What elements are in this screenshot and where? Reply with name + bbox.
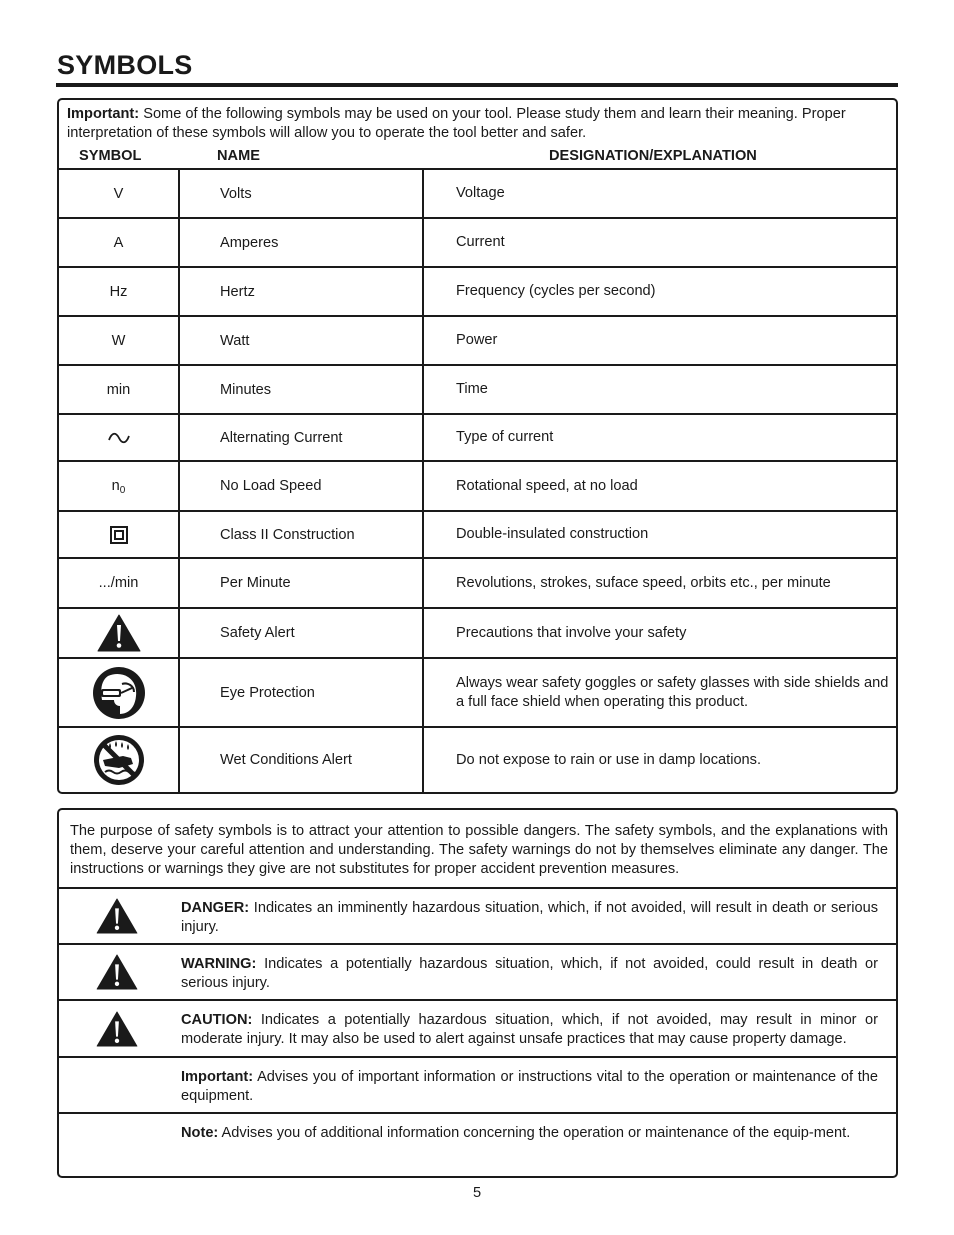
note-label: Note: (181, 1125, 219, 1141)
symbol-name: Class II Construction (180, 512, 424, 557)
warning-text: Indicates a potentially hazardous situation, which, if not avoided, could result in death or serious injury. (181, 956, 878, 991)
symbol-name: No Load Speed (180, 462, 424, 510)
symbol-name: Per Minute (180, 559, 424, 607)
signal-row-warning (59, 943, 896, 999)
symbol-text: A (113, 234, 124, 251)
header-name: NAME (217, 148, 260, 164)
table-row (59, 266, 896, 315)
warning-label: WARNING: (181, 956, 257, 972)
symbol-name: Volts (180, 170, 424, 217)
safety-symbols-intro: The purpose of safety symbols is to attract your attention to possible dangers. The safety symbols, and the explanations with them, deserve your careful attention and understanding. The safety warnings do not by themselves eliminate any danger. The instructions or warnings they give are not substitutes for proper accident prevention measures. (70, 823, 888, 877)
symbol-name: Watt (180, 317, 424, 364)
table-row (59, 460, 896, 510)
important-label: Important: (181, 1069, 254, 1085)
table-row (59, 510, 896, 557)
symbol-explanation: Rotational speed, at no load (456, 477, 638, 494)
caution-alert-icon (96, 1011, 138, 1047)
symbol-name: Wet Conditions Alert (180, 728, 424, 792)
intro-important-label: Important: (67, 106, 140, 122)
symbols-intro (67, 105, 892, 143)
note-text: Advises you of additional information concerning the operation or maintenance of the equip-ment. (218, 1125, 851, 1141)
table-row (59, 315, 896, 364)
header-symbol: SYMBOL (79, 148, 142, 164)
symbol-text: W (111, 332, 126, 349)
signal-row-important (59, 1056, 896, 1112)
table-row (59, 607, 896, 657)
signal-row-danger (59, 887, 896, 943)
symbol-explanation: Power (456, 332, 498, 348)
eye-protection-icon (92, 666, 146, 720)
signal-words-box (57, 808, 898, 1178)
symbol-explanation: Double-insulated construction (456, 526, 649, 542)
symbol-explanation: Voltage (456, 185, 505, 201)
symbol-explanation: Frequency (cycles per second) (456, 283, 656, 299)
symbol-explanation: Precautions that involve your safety (456, 624, 687, 641)
table-row (59, 168, 896, 217)
class-ii-square-icon (110, 526, 128, 544)
intro-text: Some of the following symbols may be used on your tool. Please study them and learn their meaning. Proper interpretation of these symbols will allow you to operate the tool better and safer. (67, 106, 846, 141)
symbol-explanation: Revolutions, strokes, suface speed, orbits etc., per minute (456, 574, 831, 591)
page-number: 5 (472, 1185, 482, 1201)
symbol-text: V (113, 185, 124, 202)
symbol-name: Hertz (180, 268, 424, 315)
safety-alert-icon (97, 614, 141, 652)
symbol-explanation: Do not expose to rain or use in damp locations. (456, 751, 762, 768)
wet-conditions-icon (93, 734, 145, 786)
signal-row-note (59, 1112, 896, 1178)
symbol-explanation: Type of current (456, 429, 554, 445)
signal-row-caution (59, 999, 896, 1056)
symbol-subscript: 0 (119, 484, 126, 496)
symbol-text: .../min (98, 575, 139, 591)
header-explanation: DESIGNATION/EXPLANATION (549, 148, 757, 164)
danger-text: Indicates an imminently hazardous situation, which, if not avoided, will result in death or serious injury. (181, 900, 878, 935)
table-row (59, 557, 896, 607)
symbol-name: Alternating Current (180, 415, 424, 460)
title-rule (56, 83, 898, 87)
table-row (59, 657, 896, 726)
symbol-explanation: Always wear safety goggles or safety glasses with side shields and a full face shield when operating this product. (456, 674, 889, 710)
caution-label: CAUTION: (181, 1012, 253, 1028)
symbol-text: Hz (109, 283, 128, 300)
caution-text: Indicates a potentially hazardous situation, which, if not avoided, may result in minor or moderate injury. It may also be used to alert against unsafe practices that may cause property damage. (181, 1012, 878, 1047)
danger-label: DANGER: (181, 900, 250, 916)
table-row (59, 217, 896, 266)
symbol-explanation: Current (456, 234, 505, 250)
symbol-name: Minutes (180, 366, 424, 413)
symbol-name: Amperes (180, 219, 424, 266)
symbols-box (57, 98, 898, 794)
alternating-current-icon (108, 432, 130, 444)
symbol-explanation: Time (456, 381, 488, 397)
table-row (59, 364, 896, 413)
symbol-name: Eye Protection (180, 659, 424, 726)
warning-alert-icon (96, 954, 138, 990)
danger-alert-icon (96, 898, 138, 934)
table-row (59, 726, 896, 792)
table-row (59, 413, 896, 460)
page-title: SYMBOLS (57, 50, 193, 80)
symbol-text: n (111, 478, 120, 494)
important-text: Advises you of important information or instructions vital to the operation or maintenance of the equipment. (181, 1069, 878, 1104)
symbol-text: min (106, 381, 131, 398)
symbol-name: Safety Alert (180, 609, 424, 657)
